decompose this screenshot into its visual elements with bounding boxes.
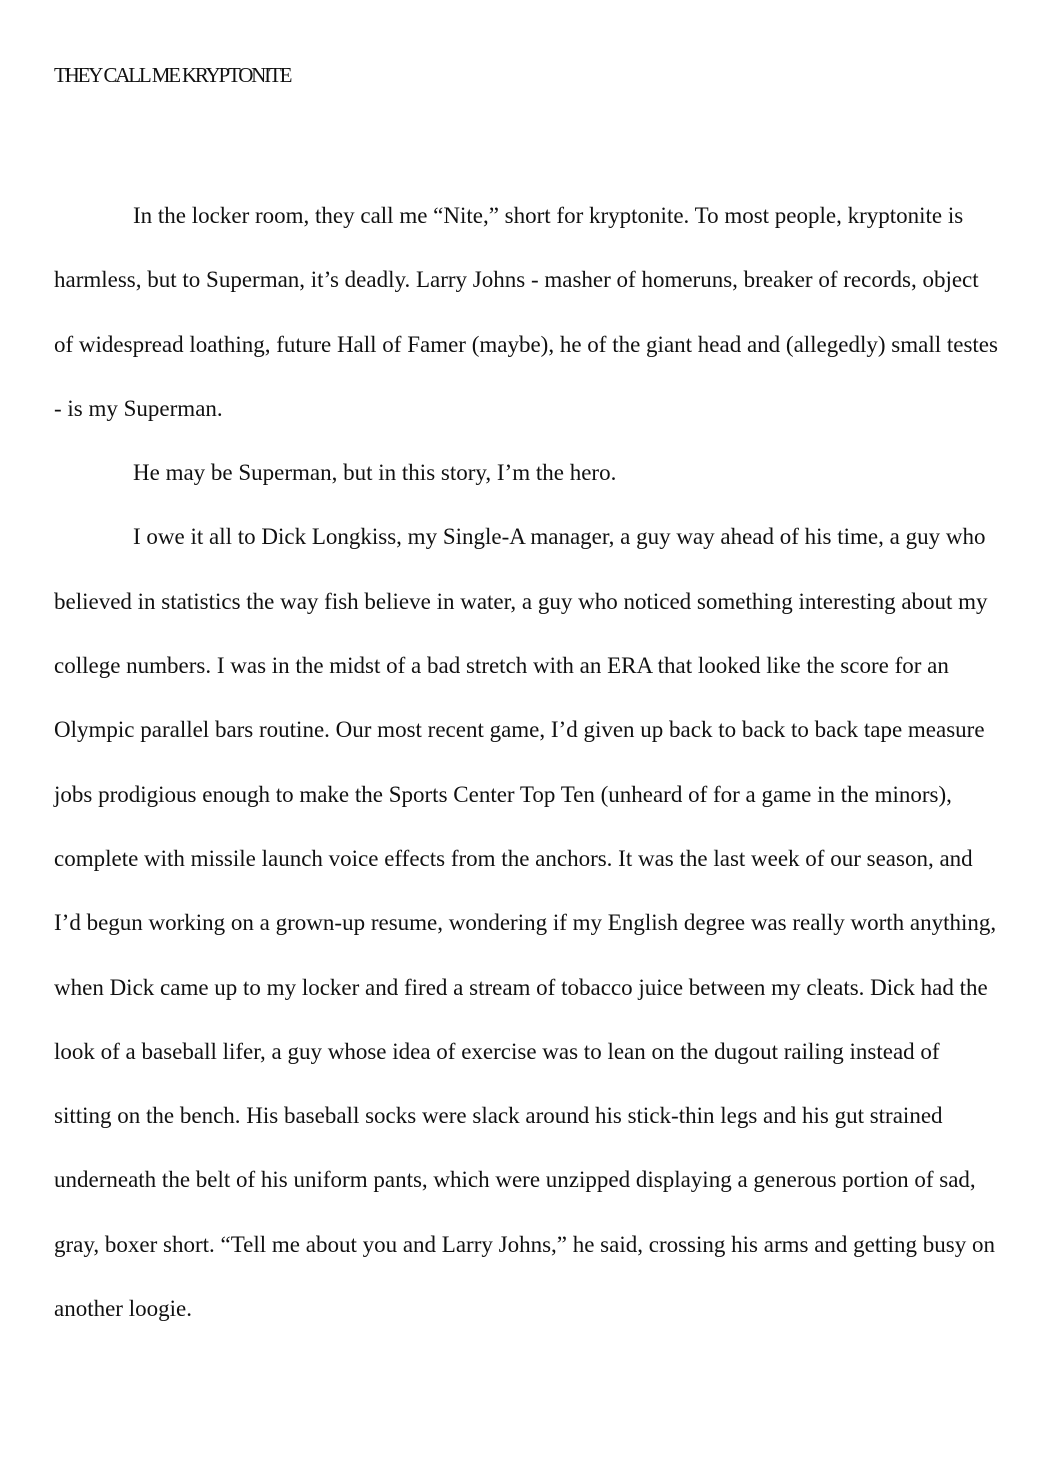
document-title: THEY CALL ME KRYPTONITE [54, 63, 291, 87]
paragraph-1: In the locker room, they call me “Nite,” short for kryptonite. To most people, kryptonite is harmless, but to Superman, it’s deadly. Larry Johns - masher of homeruns, breaker of records, object of widespread loathing, future Hall of Famer (maybe), he of the giant head and (allegedly) small testes - is my Superman. [54, 203, 998, 421]
paragraph-2: He may be Superman, but in this story, I’m the hero. [133, 460, 617, 486]
document-body [54, 184, 998, 1341]
paragraph-3: I owe it all to Dick Longkiss, my Single-A manager, a guy way ahead of his time, a guy who believed in statistics the way fish believe in water, a guy who noticed something interesting about my college numbers. I was in the midst of a bad stretch with an ERA that looked like the score for an Olympic parallel bars routine. Our most recent game, I’d given up back to back to back tape measure jobs prodigious enough to make the Sports Center Top Ten (unheard of for a game in the minors), complete with missile launch voice effects from the anchors. It was the last week of our season, and I’d begun working on a grown-up resume, wondering if my English degree was really worth anything, when Dick came up to my locker and fired a stream of tobacco juice between my cleats. Dick had the look of a baseball lifer, a guy whose idea of exercise was to lean on the dugout railing instead of sitting on the bench. His baseball socks were slack around his stick-thin legs and his gut strained underneath the belt of his uniform pants, which were unzipped displaying a generous portion of sad, gray, boxer short. “Tell me about you and Larry Johns,” he said, crossing his arms and getting busy on another loogie. [54, 524, 997, 1322]
